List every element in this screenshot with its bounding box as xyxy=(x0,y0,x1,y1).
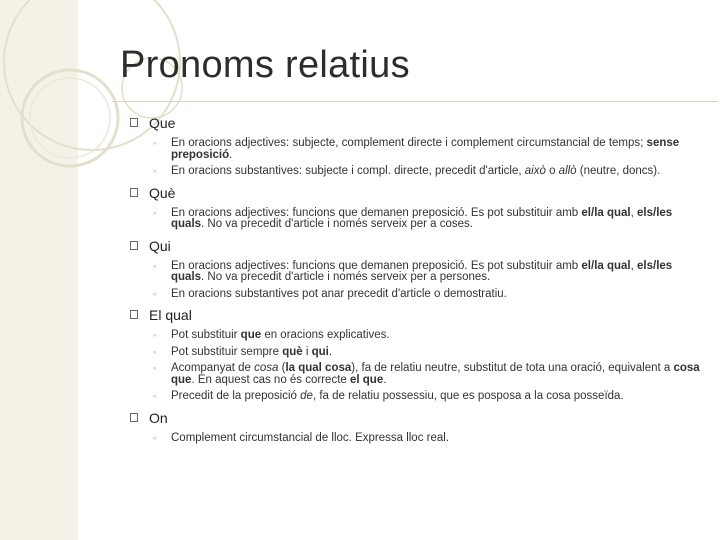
bold-term: que xyxy=(240,329,262,341)
sub-bullet-text: En oracions adjectives: subjecte, complement directe i complement circumstancial de temps; xyxy=(171,137,647,149)
square-outline-icon xyxy=(130,413,138,422)
sub-bullet xyxy=(149,347,702,359)
section-heading xyxy=(130,114,702,132)
sub-bullet-text: ), fa de relatiu neutre, substitut de tota una oració, equivalent a xyxy=(351,362,674,374)
section-heading-text: El qual xyxy=(149,307,192,323)
square-outline-icon xyxy=(130,188,138,197)
sub-bullet-text: en oracions explicatives. xyxy=(261,329,390,341)
ring-bullet-icon: ◦ xyxy=(153,363,157,373)
section-que xyxy=(130,184,702,231)
ring-bullet-icon: ◦ xyxy=(153,260,157,271)
bold-term: el/la qual xyxy=(581,206,631,219)
sub-bullet-text: En oracions substantives pot anar precedit d'article o demostratiu. xyxy=(171,287,507,300)
sub-bullet-text: En oracions adjectives: funcions que demanen preposició. Es pot substituir amb xyxy=(171,259,582,272)
deco-circle-medium xyxy=(22,70,118,166)
bold-term: els/les quals xyxy=(171,206,673,230)
ring-bullet-icon: ◦ xyxy=(153,391,157,401)
sub-bullet xyxy=(149,363,702,386)
sub-bullet-text: . No va precedit d'article i només serveix per a coses. xyxy=(201,218,473,230)
deco-circle-inner xyxy=(30,78,110,158)
section-heading xyxy=(130,409,702,427)
section-heading-text: On xyxy=(149,409,168,426)
bold-term: el que xyxy=(349,373,384,386)
bold-term: què xyxy=(282,345,303,358)
sub-bullet xyxy=(149,289,702,301)
sub-bullet xyxy=(149,391,702,403)
sub-bullet-text: , fa de relatiu possessiu, que es posposa a la cosa posseïda. xyxy=(312,390,624,402)
sub-bullet xyxy=(149,330,702,342)
section-heading xyxy=(130,306,702,324)
sub-bullet xyxy=(149,208,702,231)
square-outline-icon xyxy=(130,310,138,319)
bold-term: el/la qual xyxy=(581,259,631,272)
bold-term: sense preposició xyxy=(171,137,680,161)
sub-bullet-text: . xyxy=(229,148,233,161)
section-qui xyxy=(130,237,702,301)
sub-bullet-text: o xyxy=(545,165,559,177)
ring-bullet-icon: ◦ xyxy=(153,207,157,218)
section-heading-text: Que xyxy=(149,115,176,131)
sub-bullet-text: (neutre, doncs). xyxy=(576,165,661,177)
square-outline-icon xyxy=(130,241,138,250)
ring-bullet-icon: ◦ xyxy=(153,166,157,176)
ring-bullet-icon: ◦ xyxy=(153,288,157,299)
bullet-list xyxy=(130,114,702,450)
section-heading xyxy=(130,184,702,202)
sub-bullet-text: Pot substituir xyxy=(171,329,241,341)
sub-bullet-text: Complement circumstancial de lloc. Expressa lloc real. xyxy=(171,431,450,444)
bold-term: qui xyxy=(311,345,329,358)
square-outline-icon xyxy=(130,118,138,127)
sub-bullet xyxy=(149,433,702,445)
italic-term: això xyxy=(524,165,546,177)
section-el-qual xyxy=(130,306,702,403)
ring-bullet-icon: ◦ xyxy=(153,432,157,443)
sub-bullet-text: ( xyxy=(278,362,286,374)
italic-term: de xyxy=(300,390,313,402)
section-heading-text: Què xyxy=(149,184,176,201)
section-heading-text: Qui xyxy=(149,237,171,254)
bold-term: la qual cosa xyxy=(285,362,352,374)
sub-bullet-text: . xyxy=(328,345,333,358)
ring-bullet-icon: ◦ xyxy=(153,346,157,357)
sub-bullet xyxy=(149,261,702,284)
sub-bullet-text: , xyxy=(630,206,638,219)
sub-bullet-text: . No va precedit d'article i només serveix per a persones. xyxy=(201,271,491,283)
sub-bullet-text: En oracions substantives: subjecte i compl. directe, precedit d'article, xyxy=(171,165,525,177)
italic-term: allò xyxy=(558,165,577,177)
sub-bullet-text: En oracions adjectives: funcions que demanen preposició. Es pot substituir amb xyxy=(171,206,582,219)
bold-term: cosa que xyxy=(171,362,700,386)
sub-bullet-text: Precedit de la preposició xyxy=(171,390,301,402)
section-on xyxy=(130,409,702,445)
sub-bullet-text: . xyxy=(383,373,387,386)
bold-term: els/les quals xyxy=(171,259,673,283)
sub-bullet-text: Acompanyat de xyxy=(171,362,255,374)
sub-bullet-text: i xyxy=(302,345,312,358)
ring-bullet-icon: ◦ xyxy=(153,138,157,148)
sub-bullet-text: , xyxy=(630,259,638,272)
slide-title: Pronoms relatius xyxy=(120,44,410,86)
title-divider xyxy=(112,101,718,102)
sub-bullet xyxy=(149,166,702,178)
ring-bullet-icon: ◦ xyxy=(153,330,157,340)
section-heading xyxy=(130,237,702,255)
sub-bullet-text: Pot substituir sempre xyxy=(171,345,283,358)
section-que xyxy=(130,114,702,178)
sub-bullet xyxy=(149,138,702,161)
italic-term: cosa xyxy=(254,362,279,374)
sub-bullet-text: . En aquest cas no és correcte xyxy=(191,373,350,386)
